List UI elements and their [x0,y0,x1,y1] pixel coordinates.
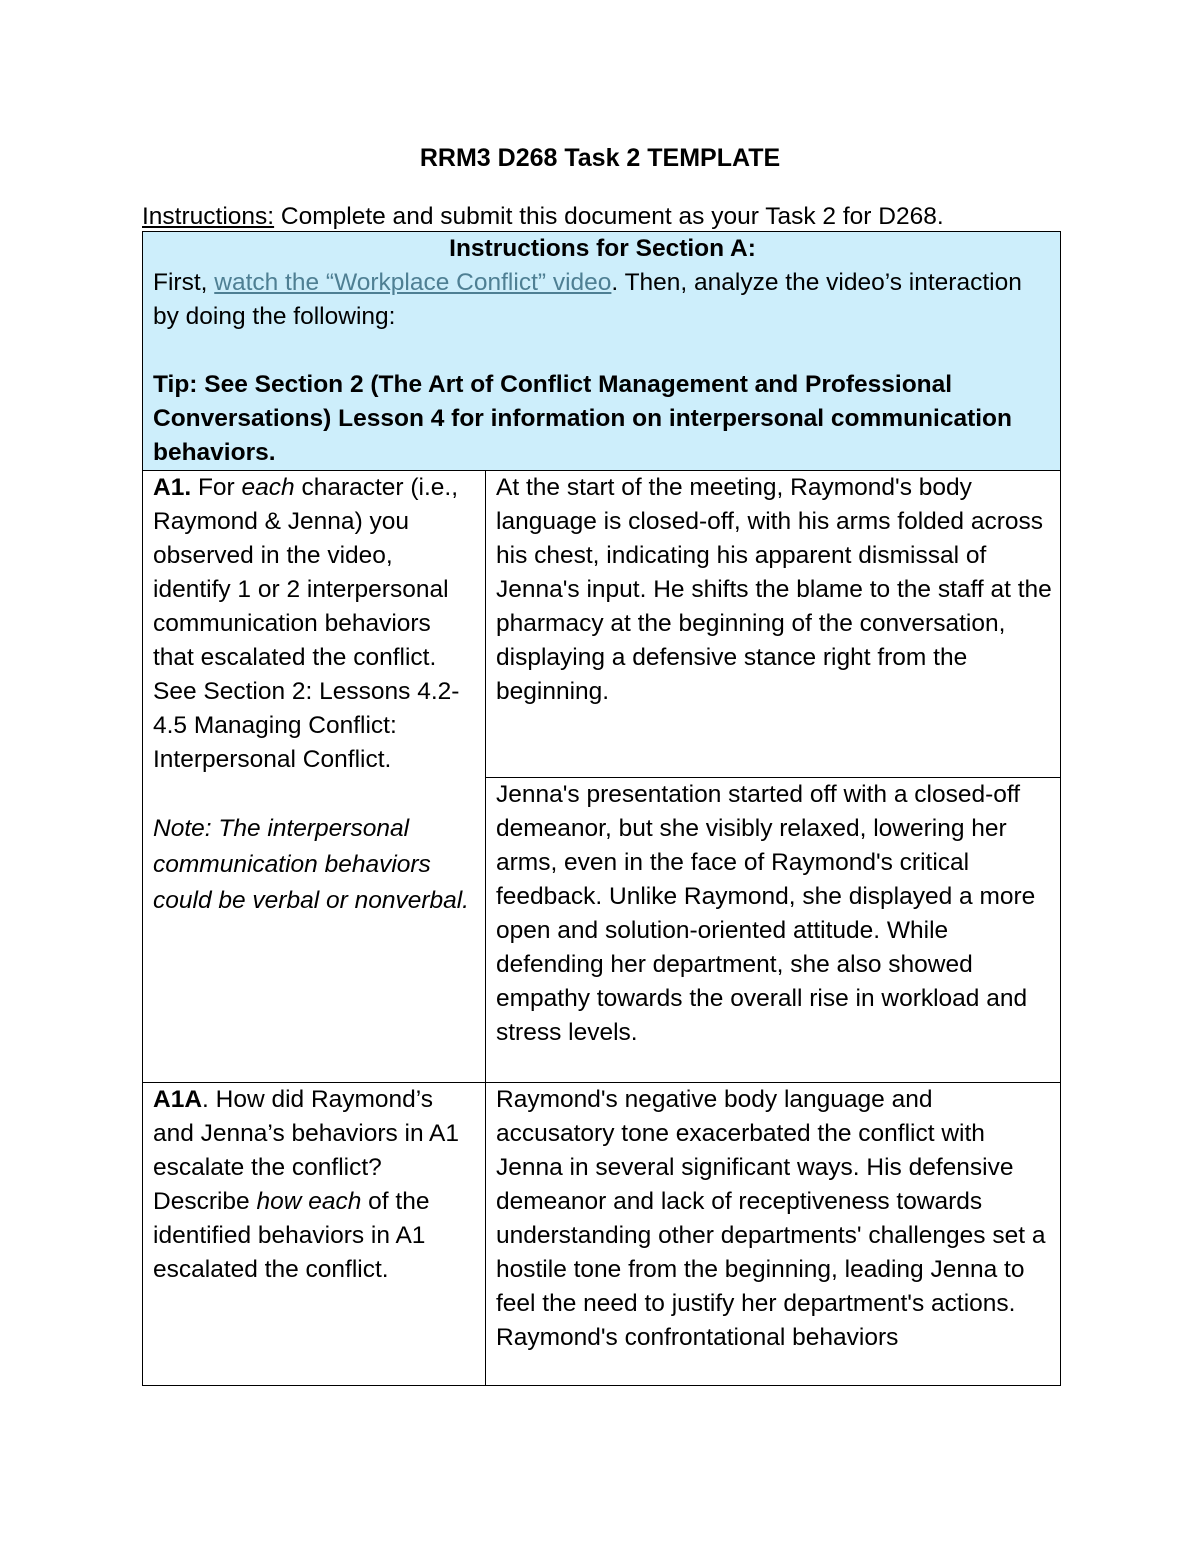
a1a-label: A1A [153,1086,203,1113]
a1a-prompt-pre: . How did Raymond’s and Jenna’s behaviors in A1 escalate the conflict? Describe [153,1086,460,1215]
a1-note: Note: The interpersonal communication behaviors could be verbal or nonverbal. [153,815,469,914]
a1-response-raymond[interactable]: At the start of the meeting, Raymond's body language is closed-off, with his arms folded across his chest, indicating his apparent dismissal of Jenna's input. He shifts the blame to the staff at the pharmacy at the beginning of the conversation, displaying a defensive stance right from the beginning. [486,471,1061,778]
a1a-response[interactable]: Raymond's negative body language and accusatory tone exacerbated the conflict with Jenna in several significant ways. His defensive demeanor and lack of receptiveness towards understanding other departments' challenges set a hostile tone from the beginning, leading Jenna to feel the need to justify her department's actions. Raymond's confrontational behaviors [486,1083,1061,1386]
intro-suffix: . Then, analyze the video’s interaction by doing the following: [153,269,1022,330]
a1-prompt-cell [143,471,486,1083]
a1a-prompt-post: of the identified behaviors in A1 escalated the conflict. [153,1188,430,1283]
a1-row-raymond [143,471,1061,778]
instructions-text: Complete and submit this document as your Task 2 for D268. [274,203,944,230]
a1-prompt-pre: For [191,474,242,501]
a1a-row [143,1083,1061,1386]
a1a-prompt-cell [143,1083,486,1386]
workplace-conflict-video-link[interactable]: watch the “Workplace Conflict” video [214,269,612,296]
instructions-label: Instructions: [142,203,275,230]
a1-reference: See Section 2: Lessons 4.2-4.5 Managing Conflict: Interpersonal Conflict. [153,678,460,773]
section-a-heading: Instructions for Section A: [449,235,756,262]
a1-response-jenna[interactable]: Jenna's presentation started off with a closed-off demeanor, but she visibly relaxed, lowering her arms, even in the face of Raymond's critical feedback. Unlike Raymond, she displayed a more open and solution-oriented attitude. While defending her department, she also showed empathy towards the overall rise in workload and stress levels. [486,778,1061,1083]
section-a-instructions-cell [143,232,1061,471]
spacer [153,334,1052,368]
a1-prompt-post: character (i.e., Raymond & Jenna) you observed in the video, identify 1 or 2 interpersonal communication behaviors that escalated the conflict. [153,474,459,671]
section-a-header-row [143,232,1061,471]
section-a-intro [153,266,1052,334]
a1-label: A1. [153,474,192,501]
section-a-tip: Tip: See Section 2 (The Art of Conflict Management and Professional Conversations) Lesson 4 for information on interpersonal communication behaviors. [153,371,1012,466]
a1a-prompt-emph: how each [256,1188,362,1215]
a1-prompt-emph: each [241,474,295,501]
intro-prefix: First, [153,269,215,296]
document-title: RRM3 D268 Task 2 TEMPLATE [419,144,781,172]
instructions-line [142,200,1062,234]
task-table [142,231,1061,1386]
a1-prompt [153,471,477,675]
a1a-prompt [153,1083,477,1287]
